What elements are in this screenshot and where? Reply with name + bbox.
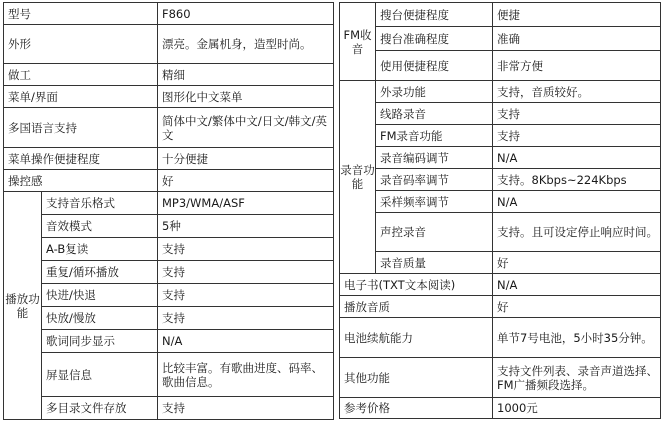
- row-value: 支持: [158, 284, 334, 307]
- table-row: [4, 3, 334, 25]
- row-value: N/A: [493, 274, 661, 296]
- row-label: 音效模式: [42, 215, 158, 238]
- row-value: 非常方便: [493, 51, 661, 81]
- table-row: [4, 64, 334, 86]
- table-row: [340, 81, 661, 103]
- row-label: 录音编码调节: [376, 147, 493, 169]
- row-label: 屏显信息: [42, 353, 158, 397]
- row-label: 采样频率调节: [376, 191, 493, 213]
- row-value: 便捷: [493, 3, 661, 27]
- row-label: 使用便捷程度: [376, 51, 493, 81]
- row-value: N/A: [493, 147, 661, 169]
- row-label: 其他功能: [340, 358, 493, 398]
- row-value: 支持文件列表、录音声道选择、FM广播频段选择。: [493, 358, 661, 398]
- row-value: 准确: [493, 27, 661, 51]
- row-value: 支持: [158, 261, 334, 284]
- table-row: [4, 108, 334, 148]
- row-value: 支持。且可设定停止响应时间。: [493, 213, 661, 252]
- row-value: MP3/WMA/ASF: [158, 192, 334, 215]
- row-label: 线路录音: [376, 103, 493, 125]
- table-row: [340, 103, 661, 125]
- table-row: [340, 169, 661, 191]
- row-value: 十分便捷: [158, 148, 334, 170]
- row-label: 菜单操作便捷程度: [4, 148, 158, 170]
- row-label: FM录音功能: [376, 125, 493, 147]
- table-row: [340, 318, 661, 358]
- row-label: 重复/循环播放: [42, 261, 158, 284]
- table-row: [4, 284, 334, 307]
- spec-table-right: [339, 2, 661, 419]
- row-label: 外录功能: [376, 81, 493, 103]
- row-label: 操控感: [4, 170, 158, 192]
- table-row: [4, 330, 334, 353]
- table-row: [340, 147, 661, 169]
- row-value: 简体中文/繁体中文/日文/韩文/英文: [158, 108, 334, 148]
- row-value: 1000元: [493, 398, 661, 419]
- table-row: [4, 86, 334, 108]
- table-row: [4, 192, 334, 215]
- row-value: 支持: [493, 125, 661, 147]
- table-row: [4, 215, 334, 238]
- row-value: 精细: [158, 64, 334, 86]
- row-label: 多目录文件存放: [42, 397, 158, 420]
- table-row: [340, 3, 661, 27]
- row-value: N/A: [493, 191, 661, 213]
- row-label: 多国语言支持: [4, 108, 158, 148]
- row-label: 电子书(TXT文本阅读): [340, 274, 493, 296]
- row-label: 歌词同步显示: [42, 330, 158, 353]
- table-row: [4, 25, 334, 64]
- row-value: 5种: [158, 215, 334, 238]
- row-label: A-B复读: [42, 238, 158, 261]
- row-value: 好: [158, 170, 334, 192]
- table-row: [4, 261, 334, 284]
- row-value: 支持: [158, 238, 334, 261]
- table-row: [340, 398, 661, 419]
- row-value: F860: [158, 3, 334, 25]
- table-row: [340, 191, 661, 213]
- table-row: [340, 125, 661, 147]
- row-label: 播放音质: [340, 296, 493, 318]
- table-row: [4, 238, 334, 261]
- table-row: [340, 252, 661, 274]
- row-label: 声控录音: [376, 213, 493, 252]
- table-row: [4, 170, 334, 192]
- row-label: 电池续航能力: [340, 318, 493, 358]
- table-row: [4, 148, 334, 170]
- row-value: 支持，音质较好。: [493, 81, 661, 103]
- row-value: 支持: [158, 307, 334, 330]
- row-label: 型号: [4, 3, 158, 25]
- row-value: N/A: [158, 330, 334, 353]
- row-label: 支持音乐格式: [42, 192, 158, 215]
- table-row: [4, 353, 334, 397]
- table-row: [340, 296, 661, 318]
- table-row: [340, 274, 661, 296]
- row-value: 支持。8Kbps~224Kbps: [493, 169, 661, 191]
- row-value: 好: [493, 296, 661, 318]
- row-label: 录音质量: [376, 252, 493, 274]
- row-value: 好: [493, 252, 661, 274]
- row-value: 图形化中文菜单: [158, 86, 334, 108]
- row-label: 快放/慢放: [42, 307, 158, 330]
- row-label: 参考价格: [340, 398, 493, 419]
- table-row: [340, 51, 661, 81]
- table-row: [4, 397, 334, 420]
- row-label: 外形: [4, 25, 158, 64]
- row-value: 漂亮。金属机身，造型时尚。: [158, 25, 334, 64]
- row-value: 单节7号电池，5小时35分钟。: [493, 318, 661, 358]
- table-row: [340, 27, 661, 51]
- row-label: 做工: [4, 64, 158, 86]
- row-value: 支持: [493, 103, 661, 125]
- row-label: 搜台便捷程度: [376, 3, 493, 27]
- table-row: [340, 358, 661, 398]
- row-label: 搜台准确程度: [376, 27, 493, 51]
- row-label: 录音码率调节: [376, 169, 493, 191]
- row-value: 比较丰富。有歌曲进度、码率、歌曲信息。: [158, 353, 334, 397]
- group-label-fm: FM收音: [340, 3, 376, 81]
- group-label-record: 录音功能: [340, 81, 376, 274]
- spec-table-left: [3, 2, 334, 420]
- table-row: [4, 307, 334, 330]
- group-label-play: 播放功能: [4, 192, 42, 420]
- row-label: 菜单/界面: [4, 86, 158, 108]
- row-value: 支持: [158, 397, 334, 420]
- row-label: 快进/快退: [42, 284, 158, 307]
- table-row: [340, 213, 661, 252]
